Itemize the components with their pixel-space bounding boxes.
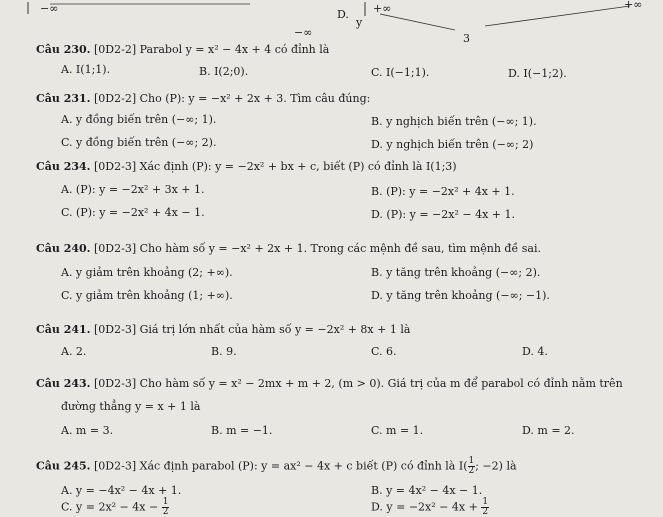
q245-option-c-denominator: 2: [162, 507, 169, 517]
q243-option-a: A. m = 3.: [61, 424, 114, 437]
minus-infinity-label-2: −∞: [294, 26, 313, 39]
q241-number: Câu 241.: [36, 323, 91, 336]
q245-option-a: A. y = −4x² − 4x + 1.: [61, 484, 182, 497]
q240-option-d: D. y tăng trên khoảng (−∞; −1).: [371, 289, 550, 302]
plus-infinity-label: +∞: [373, 2, 392, 15]
d-option-label: D.: [337, 8, 349, 21]
q234-option-b: B. (P): y = −2x² + 4x + 1.: [371, 185, 515, 198]
q231-text: [0D2-2] Cho (P): y = −x² + 2x + 3. Tìm câu đúng:: [94, 92, 371, 105]
q230-option-d: D. I(−1;2).: [508, 67, 567, 80]
q230-text: [0D2-2] Parabol y = x² − 4x + 4 có đỉnh là: [94, 43, 330, 56]
q243-stem-line2: đường thẳng y = x + 1 là: [61, 400, 201, 413]
q241-stem: [36, 323, 410, 336]
q234-option-c: C. (P): y = −2x² + 4x − 1.: [61, 206, 205, 219]
q243-option-d: D. m = 2.: [522, 424, 575, 437]
q230-number: Câu 230.: [36, 43, 91, 56]
q243-option-c: C. m = 1.: [371, 424, 424, 437]
q243-number: Câu 243.: [36, 377, 91, 390]
q241-option-c: C. 6.: [371, 345, 397, 358]
q231-number: Câu 231.: [36, 92, 91, 105]
q234-option-a: A. (P): y = −2x² + 3x + 1.: [61, 183, 205, 196]
minus-infinity-label: −∞: [40, 2, 59, 15]
q231-option-d: D. y nghịch biến trên (−∞; 2): [371, 138, 534, 151]
q245-text-post: ; −2) là: [475, 459, 517, 473]
q231-option-a: A. y đồng biến trên (−∞; 1).: [61, 113, 217, 126]
q231-stem: [36, 92, 370, 105]
q245-option-c: [61, 498, 169, 517]
q243-option-b: B. m = −1.: [211, 424, 273, 437]
q241-option-a: A. 2.: [61, 345, 87, 358]
q234-text: [0D2-3] Xác định (P): y = −2x² + bx + c, biết (P) có đỉnh là I(1;3): [94, 160, 457, 173]
q245-option-b: B. y = 4x² − 4x − 1.: [371, 484, 483, 497]
q245-option-d-denominator: 2: [482, 507, 489, 517]
q241-text: [0D2-3] Giá trị lớn nhất của hàm số y = −2x² + 8x + 1 là: [94, 323, 411, 336]
q230-stem: [36, 43, 329, 56]
q240-option-b: B. y tăng trên khoảng (−∞; 2).: [371, 266, 541, 279]
q245-fraction-denominator: 2: [468, 466, 475, 476]
q245-option-c-fraction: [162, 498, 170, 517]
value-three: 3: [463, 32, 470, 45]
q245-option-d: [371, 498, 489, 517]
q245-fraction-numerator: 1: [468, 456, 475, 466]
q245-option-d-numerator: 1: [482, 497, 489, 507]
q234-option-d: D. (P): y = −2x² − 4x + 1.: [371, 208, 515, 221]
q230-option-a: A. I(1;1).: [61, 63, 111, 76]
q230-option-c: C. I(−1;1).: [371, 66, 430, 79]
q245-option-c-text: C. y = 2x² − 4x −: [61, 500, 159, 514]
q230-option-b: B. I(2;0).: [199, 65, 249, 78]
q231-option-b: B. y nghịch biến trên (−∞; 1).: [371, 115, 537, 128]
q243-text: [0D2-3] Cho hàm số y = x² − 2mx + m + 2, (m > 0). Giá trị của m để parabol có đỉnh nằm trên: [94, 377, 623, 390]
q234-number: Câu 234.: [36, 160, 91, 173]
q245-number: Câu 245.: [36, 459, 91, 473]
q240-option-a: A. y giảm trên khoảng (2; +∞).: [61, 266, 233, 279]
q245-option-d-fraction: [481, 498, 489, 517]
q240-option-c: C. y giảm trên khoảng (1; +∞).: [61, 289, 233, 302]
q243-stem: [36, 377, 623, 390]
q240-text: [0D2-3] Cho hàm số y = −x² + 2x + 1. Trong các mệnh đề sau, tìm mệnh đề sai.: [94, 242, 541, 255]
q241-option-d: D. 4.: [522, 345, 548, 358]
q245-stem: [36, 457, 517, 476]
q241-option-b: B. 9.: [211, 345, 237, 358]
q245-option-d-text: D. y = −2x² − 4x +: [371, 500, 478, 514]
y-label: y: [356, 16, 363, 29]
q240-number: Câu 240.: [36, 242, 91, 255]
plus-infinity-label-2: +∞: [624, 0, 643, 11]
q245-text-pre: [0D2-3] Xác định parabol (P): y = ax² − 4x + c biết (P) có đỉnh là I(: [94, 459, 468, 473]
q231-option-c: C. y đồng biến trên (−∞; 2).: [61, 136, 217, 149]
q245-option-c-numerator: 1: [162, 497, 169, 507]
q240-stem: [36, 242, 541, 255]
q234-stem: [36, 160, 457, 173]
